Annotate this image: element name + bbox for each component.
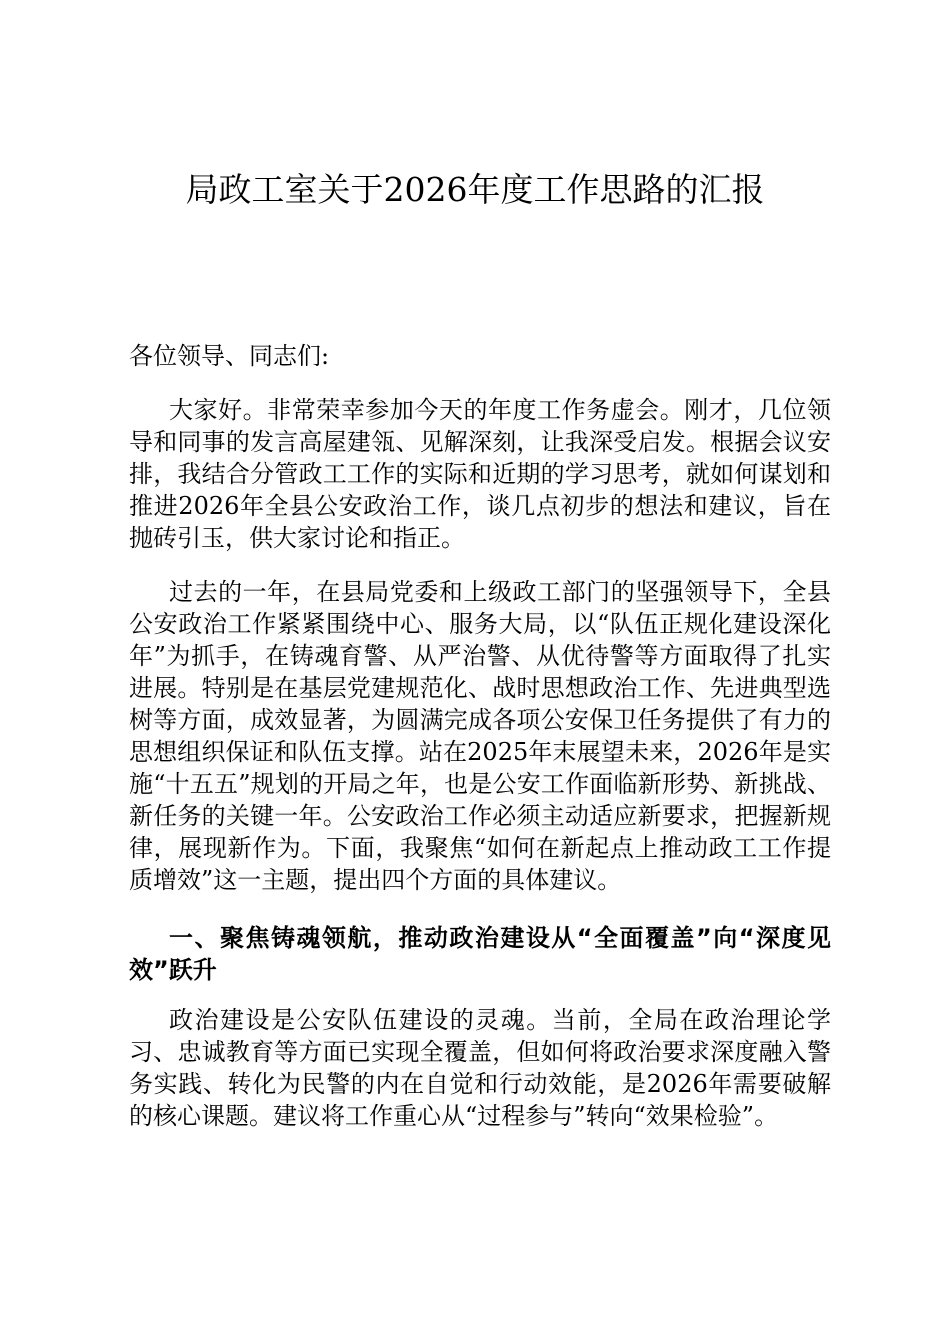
salutation: 各位领导、同志们:: [129, 342, 330, 370]
paragraph-section-one: 政治建设是公安队伍建设的灵魂。当前，全局在政治理论学习、忠诚教育等方面已实现全覆盖，但如何将政治要求深度融入警务实践、转化为民警的内在自觉和行动效能，是2026年需要破解的核心课题。建议将工作重心从“过程参与”转向“效果检验”。: [129, 1006, 831, 1130]
paragraph-greeting: 大家好。非常荣幸参加今天的年度工作务虚会。刚才，几位领导和同事的发言高屋建瓴、见解深刻，让我深受启发。根据会议安排，我结合分管政工工作的实际和近期的学习思考，就如何谋划和推进2026年全县公安政治工作，谈几点初步的想法和建议，旨在抛砖引玉，供大家讨论和指正。: [129, 396, 831, 552]
document-title: 局政工室关于2026年度工作思路的汇报: [185, 170, 765, 209]
document-body: [129, 338, 831, 1132]
section-heading: 一、聚焦铸魂领航，推动政治建设从“全面覆盖”向“深度见效”跃升: [129, 924, 831, 984]
paragraph-review: 过去的一年，在县局党委和上级政工部门的坚强领导下，全县公安政治工作紧紧围绕中心、服务大局，以“队伍正规化建设深化年”为抓手，在铸魂育警、从严治警、从优待警等方面取得了扎实进展。特别是在基层党建规范化、战时思想政治工作、先进典型选树等方面，成效显著，为圆满完成各项公安保卫任务提供了有力的思想组织保证和队伍支撑。站在2025年末展望未来，2026年是实施“十五五”规划的开局之年，也是公安工作面临新形势、新挑战、新任务的关键一年。公安政治工作必须主动适应新要求，把握新规律，展现新作为。下面，我聚焦“如何在新起点上推动政工工作提质增效”这一主题，提出四个方面的具体建议。: [129, 578, 831, 894]
